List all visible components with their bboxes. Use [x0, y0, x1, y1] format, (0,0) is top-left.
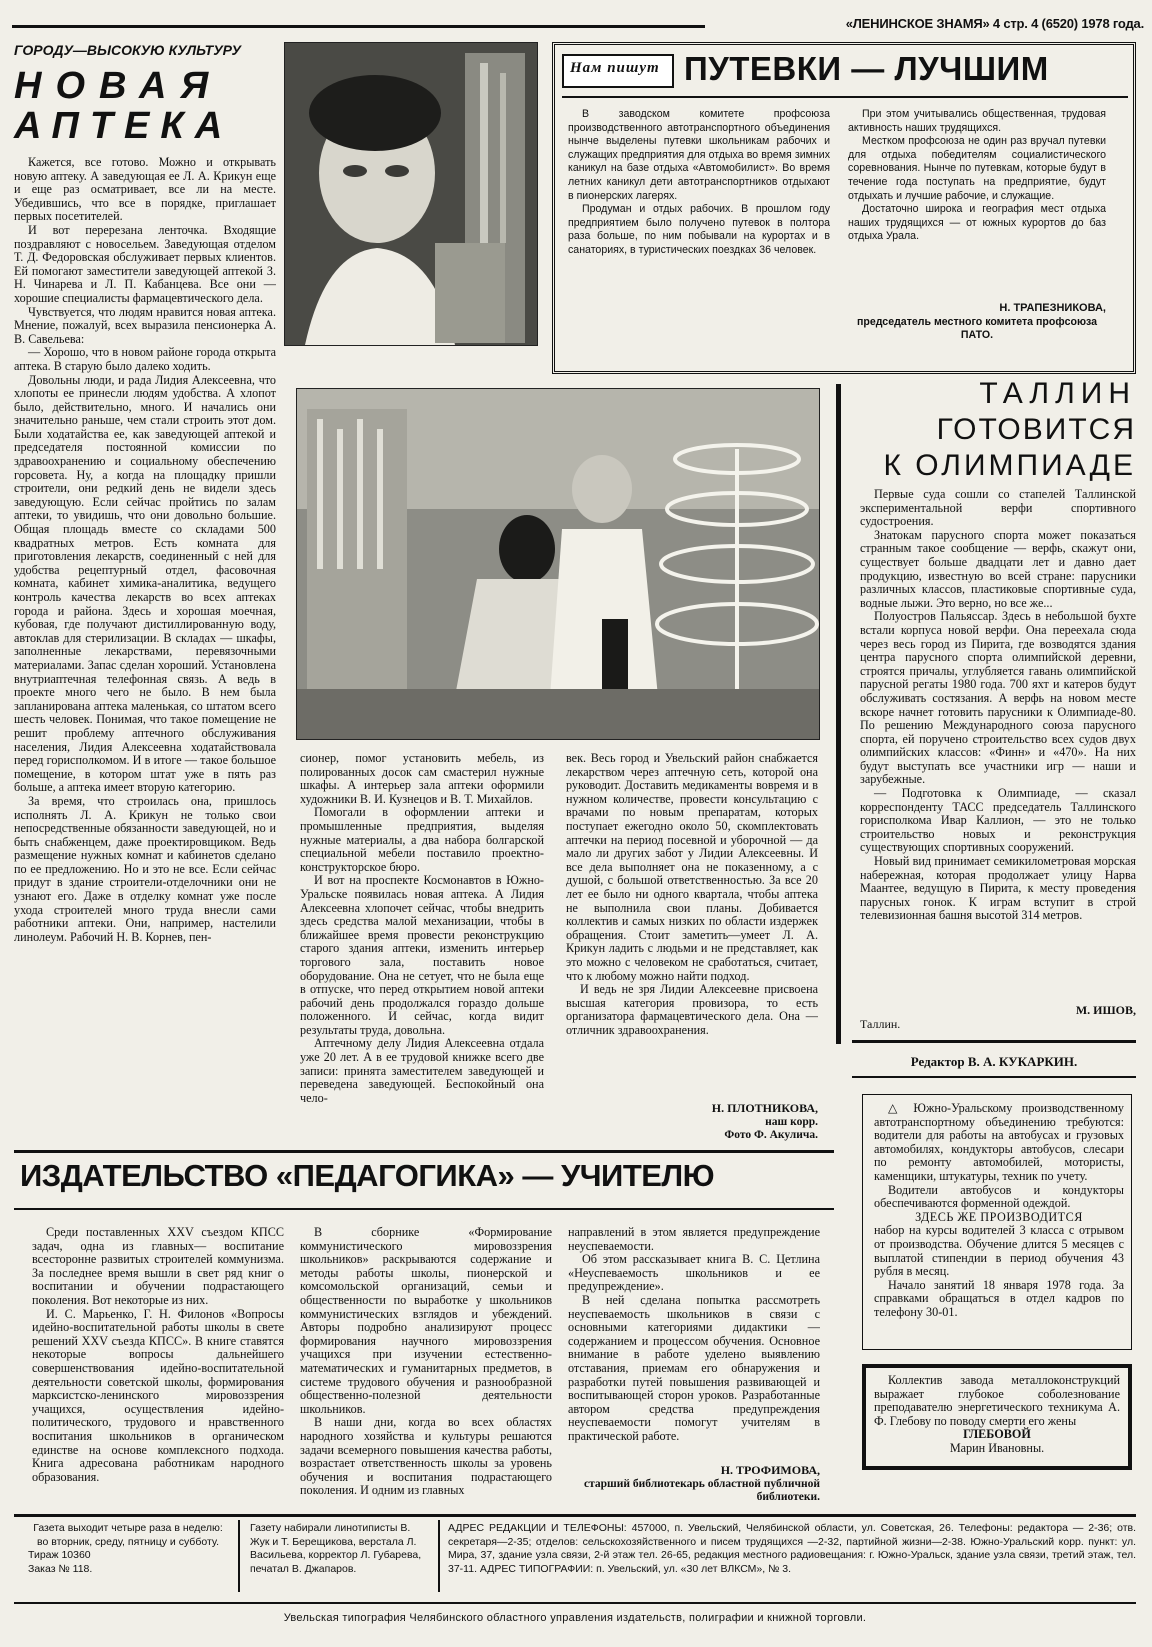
- obituary-name-rest: Марин Ивановны.: [949, 1440, 1045, 1455]
- pharmacy-interior-photo: [296, 388, 820, 740]
- paragraph: В наши дни, когда во всех областях народного хозяйства и культуры решаются задачи всемерного повышения качества работы, возрастает ответственность школы за уровень обучения и воспитания подрастающего поколения. И одним из главных: [300, 1415, 552, 1498]
- apteka-title-line1: НОВАЯ: [14, 65, 223, 107]
- paragraph: И вот перерезана ленточка. Входящие поздравляют с новосельем. Заведующая отделом Т. Д. Федоровская обслуживает первых клиентов. Ей помогают заместители заведующей аптекой З. Н. Чинарева и Л. П. Кабанцева. Все они — хорошие специалисты фармацевтического дела.: [14, 222, 276, 305]
- apteka-column-2: [300, 752, 544, 1136]
- putevki-column-1: [568, 108, 830, 358]
- paragraph: Об этом рассказывает книга В. С. Цетлина «Неуспеваемость школьников и ее предупреждение».: [568, 1252, 820, 1294]
- tallin-bottom-rule: [852, 1040, 1136, 1043]
- putevki-column-2: [848, 108, 1106, 298]
- paragraph: За время, что строилась она, пришлось исполнять Л. А. Крикун не только свои непосредственные обязанности заведующей, но и быть снабженцем, даже проектировщиком. Ведь размещение нужных комнат и кабинетов сделано по ее предложению. Но и это не все. Если сейчас придут в здание строители-отделочники они не узнают его. Даже в отделку комнат уже после ухода строителей много труда внесли сами работники аптеки. Они, например, настелили линолеум. Рабочий Н. В. Корнев, пен-: [14, 793, 276, 944]
- paragraph: набор на курсы водителей 3 класса с отрывом от производства. Обучение длится 5 месяцев с выплатой стипендии в период обучения 43 рубля в месяц.: [874, 1223, 1124, 1279]
- author-name: Н. ПЛОТНИКОВА,: [711, 1101, 818, 1115]
- putevki-title: ПУТЕВКИ — ЛУЧШИМ: [684, 50, 1049, 87]
- order-number: Заказ № 118.: [28, 1562, 93, 1575]
- paragraph: Помогали в оформлении аптеки и промышленные предприятия, выделяя нужные материалы, а два набора болгарской специальной мебели поставило проектно-конструкторское бюро.: [300, 805, 544, 874]
- paragraph: Аптечному делу Лидия Алексеевна отдала уже 20 лет. А в ее трудовой книжке всего две записи: принята заместителем заведующей и переведена заведующей. Беспокойный она чело-: [300, 1036, 544, 1105]
- job-ad-text: [874, 1102, 1124, 1348]
- publication-schedule: Газета выходит четыре раза в неделю: во вторник, среду, пятницу и субботу.: [33, 1522, 223, 1548]
- paragraph: сионер, помог установить мебель, из полированных досок сам смастерил нужные шкафы. А интерьер зала аптеки оформили художники В. И. Кузнецов и В. Т. Михайлов.: [300, 752, 544, 806]
- paragraph: В ней сделана попытка рассмотреть неуспеваемость школьников в связи с основными категориями дидактики — содержанием и процессом обучения. Основное внимание в работе уделено выявлению отставания, приемам его обнаружения и разработки путей повышения развивающей и воспитывающей сторон уроков. Разработанные автором средства предупреждения неуспеваемости помогут учителям в практической работе.: [568, 1292, 820, 1443]
- paragraph: В сборнике «Формирование коммунистического мировоззрения школьников» раскрываются содержание и методы работы школы, пионерской и комсомольской организаций, семьи и общественности по выработке у школьников коммунистических взглядов и убеждений. Авторы подробно анализируют процесс формирования научного мировоззрения учащихся при изучении естественно-математических и гуманитарных предметов, в системе трудового обучения и разнообразной общественно-полезной деятельности школьников.: [300, 1226, 552, 1416]
- author-name: Н. ТРАПЕЗНИКОВА,: [999, 302, 1106, 314]
- tallin-title-line1: ТАЛЛИН: [979, 377, 1136, 410]
- pedagogika-title: ИЗДАТЕЛЬСТВО «ПЕДАГОГИКА» — УЧИТЕЛЮ: [20, 1158, 715, 1193]
- paragraph: — Хорошо, что в новом районе города открыта аптека. В старую было далеко ходить.: [14, 345, 276, 373]
- footer-divider-1: [238, 1520, 240, 1592]
- paragraph: Начало занятий 18 января 1978 года. За справками обращаться в отдел кадров по телефону 30-01.: [874, 1277, 1124, 1319]
- paragraph: Довольны люди, и рада Лидия Алексеевна, что хлопоты ее принесли людям удобства. А хлопот было, действительно, много. И начались они значительно раньше, чем стали строить этот дом. Были ходатайства ее, как заведующей аптекой и председателя постоянной комиссии по здравоохранению и социальному обеспечению горсовета. Ну, а когда на площадку пришли строители, они редкий день не видели здесь заведующую. Если сейчас пройтись по залам аптеки, то увидишь, что они довольно большие. Общая площадь вместе со складами 500 квадратных метров. Есть комната для приготовления лекарств, соединенный с ней для удобства рецептурный отдел, фасовочная комната, кабинет химика-аналитика, ведущего контроль качества лекарств во всех аптеках города и района. Здесь и хорошая моечная, кубовая, где получают дистиллированную воду, автоклав для стерилизации. В складах — шкафы, заполненные лекарствами, перевязочными материалами. Запас сделан хороший. Установлена внутриаптечная телефонная связь. А ведь в проекте много чего не было. В нем была запланирована аптека маленькая, со штатом всего шесть человек. Понимая, что такое помещение не решит проблему аптечного обслуживания населения, Лидия Алексеевна ходатайствовала перед горисполкомом. И в итоге — такое большое помещение, в котором штат уже в пять раз больше, а аптека имеет вторую категорию.: [14, 372, 276, 795]
- putevki-header: [562, 48, 1128, 96]
- paragraph: Чувствуется, что людям нравится новая аптека. Мнение, пожалуй, всех выразила пенсионерка А. В. Савельева:: [14, 304, 276, 346]
- tallin-title-line3: К ОЛИМПИАДЕ: [883, 449, 1136, 482]
- dateline: Таллин.: [860, 1016, 901, 1031]
- footer-divider-2: [438, 1520, 440, 1592]
- obituary-name-caps: ГЛЕБОВОЙ: [963, 1427, 1031, 1442]
- paragraph: направлений в этом является предупреждение неуспеваемости.: [568, 1226, 820, 1253]
- paragraph: Среди поставленных XXV съездом КПСС задач, одна из главных— воспитание всесторонне развитых строителей коммунизма. За последнее время вышли в свет ряд книг о воспитании и обучении подрастающего поколения. Вот некоторые из них.: [32, 1226, 284, 1307]
- paragraph: Достаточно широка и география мест отдыха наших трудящихся — от южных курортов до баз отдыха Урала.: [848, 203, 1106, 243]
- footer-bottom-rule: [14, 1602, 1136, 1604]
- author-name: Н. ТРОФИМОВА,: [720, 1463, 820, 1477]
- paragraph: Продуман и отдых рабочих. В прошлом году предприятием было получено путевок в полтора раза больше, по ним побывали на курортах и в санаториях, в туристических поездках 36 человек.: [568, 203, 830, 256]
- putevki-header-rule: [562, 96, 1128, 98]
- circulation: Тираж 10360: [28, 1549, 91, 1561]
- tallin-signature: [860, 1004, 1136, 1031]
- editor-label: Редактор: [910, 1054, 965, 1069]
- paragraph: Местком профсоюза не один раз вручал путевки для отдыха победителям социалистического соревнования. Нынче по путевкам, которые будут в течение года поступать на предприятие, будут отдыхать и лучшие рабочие, и служащие.: [848, 135, 1106, 202]
- pedagogika-signature: [568, 1464, 820, 1505]
- paragraph: △ Южно-Уральскому производственному автотранспортному объединению требуются: водители для работы на автобусах и грузовых автомобилях, кондукторы автобусов, слесари по ремонту автомобилей, мотористы, каменщики, штукатуры, техник по учету.: [874, 1102, 1124, 1183]
- tallin-left-rule: [836, 384, 841, 1044]
- apteka-signature: [566, 1102, 818, 1143]
- paragraph: Водители автобусов и кондукторы обеспечиваются форменной одеждой.: [874, 1182, 1124, 1211]
- tallin-body: [860, 488, 1136, 1004]
- masthead-info: «ЛЕНИНСКОЕ ЗНАМЯ» 4 стр. 4 (6520) 1978 года.: [845, 16, 1144, 31]
- paragraph: — Подготовка к Олимпиаде, — сказал корреспонденту ТАСС председатель Таллинского горисполкома Ивар Каллион, — это не только строительство новых и реконструкция существующих спортивных сооружений.: [860, 786, 1136, 855]
- editor-name: В. А. КУКАРКИН.: [967, 1054, 1078, 1069]
- footer-top-rule: [14, 1514, 1136, 1517]
- paragraph: век. Весь город и Увельский район снабжается лекарством через аптечную сеть, которой она руководит. Доставить медикаменты вовремя и в нужном количестве, провести консультацию с врачами по новым препаратам, которых поступает ежегодно около 50, скомплектовать аптечки на период посевной и уборочной — да мало ли других забот у Лидии Алексеевны. И все дела выполняет она не показенному, а с душой, с большой ответственностью. За все 20 лет ее было ни одного квартала, чтобы аптека не выполнила свои планы. Добивается коллектив и самых низких по области издержек обращения. Стоит заметить—умеет Л. А. Крикун ладить с людьми и не представляет, как это можно с человеком не сработаться, считает, что к любому можно найти подход.: [566, 752, 818, 983]
- printing-house-line: Увельская типография Челябинского областного управления издательств, полиграфии и книжной торговли.: [283, 1612, 867, 1624]
- pedagogika-column-2: [300, 1226, 552, 1510]
- paragraph: И вот на проспекте Космонавтов в Южно-Уральске появилась новая аптека. А Лидия Алексеевна хлопочет сейчас, чтобы внедрить здесь средства малой механизации, чтобы в ближайшее время провести реконструкцию старого здания аптеки, изменить интерьер торгового зала, поставить новое оборудование. Она не сетует, что не была еще в отпуске, что перед открытием новой аптеки рабочий день продолжался гораздо дольше положенного. И сейчас, когда видит результаты труда, довольна.: [300, 873, 544, 1037]
- address-title: АДРЕС РЕДАКЦИИ И ТЕЛЕФОНЫ:: [448, 1522, 627, 1534]
- print-title: АДРЕС ТИПОГРАФИИ:: [479, 1562, 594, 1575]
- paragraph: И. С. Марьенко, Г. Н. Филонов «Вопросы идейно-воспитательной работы школы в свете решений XXV съезда КПСС». В книге ставятся некоторые вопросы дальнейшего совершенствования идейно-воспитательной деятельности советской школы, формирования марксистско-ленинского мировоззрения учащихся, осуществления идейно-политического, трудового и нравственного воспитания школьников в органическом единстве на основе комплексного подхода. Книга адресована работникам народного образования.: [32, 1306, 284, 1484]
- author-title: старший библиотекарь областной публичной библиотеки.: [584, 1477, 820, 1504]
- paragraph: При этом учитывались общественная, трудовая активность наших трудящихся.: [848, 108, 1106, 134]
- paragraph: Первые суда сошли со стапелей Таллинской экспериментальной верфи спортивного судостроения.: [860, 488, 1136, 529]
- pedagogika-top-rule: [14, 1150, 834, 1153]
- apteka-title-line2: АПТЕКА: [14, 105, 234, 147]
- author-title: наш корр.: [765, 1115, 818, 1128]
- footer-address: [448, 1522, 1136, 1576]
- obituary-text-block: [874, 1374, 1120, 1466]
- paragraph: Полуостров Пальяссар. Здесь в небольшой бухте встали корпуса новой верфи. Она переехала сюда через весь город из Пирита, где возводятся здания центра парусного спорта олимпийской деревни, строятся причалы, углубляется гавань олимпийской парусной регаты 1980 года. 700 яхт и катеров будут обслуживать состязания. А верфь на новом месте вскоре начнет готовить парусники к Олимпиаде-80. По решению Международного союза парусного спорта, ей поручено строительство всех судов двух олимпийских классов: «Финн» и «470». На них будут выступать все участники игр — наши и зарубежные.: [860, 609, 1136, 787]
- ad-highlight: ЗДЕСЬ ЖЕ ПРОИЗВОДИТСЯ: [915, 1209, 1083, 1224]
- putevki-signature: [848, 302, 1106, 343]
- obituary-text: Коллектив завода металлоконструкций выражает глубокое соболезнование преподавателю энергетического техникума А. Ф. Глебову по поводу смерти его жены: [874, 1374, 1120, 1428]
- author-title: председатель местного комитета профсоюза ПАТО.: [856, 315, 1098, 342]
- pedagogika-column-1: [32, 1226, 284, 1510]
- pharmacist-portrait-photo: [284, 42, 538, 346]
- apteka-column-3: [566, 752, 818, 1084]
- pedagogika-column-3: [568, 1226, 820, 1460]
- address-text: 457000, п. Увельский, Челябинской области, ул. Советская, 26. Телефоны: редактора — 2-36; отв. секретаря—2-35; отделов: сельскохозяйственного и писем трудящихся —2-32, партийной жизни—2-38. Южно-Уральский корр. пункт: ул. Мира, 37, здание узла связи, 2-й этаж тел. 26-65, редакция местного радиовещания: г. Южно-Уральск, здание узла связи, третий этаж, тел. 37-11.: [448, 1522, 1136, 1575]
- tallin-title-line2: ГОТОВИТСЯ: [936, 413, 1136, 446]
- footer-typesetters: Газету набирали линотиписты В. Жук и Т. Берещикова, верстала Л. Васильева, корректор Л. Губарева, печатал В. Джапаров.: [250, 1522, 422, 1575]
- author-name: М. ИШОВ,: [1075, 1003, 1136, 1017]
- apteka-column-1: [14, 156, 276, 1136]
- print-text: п. Увельский, ул. «30 лет ВЛКСМ», № 3.: [596, 1562, 792, 1575]
- photo-credit: Фото Ф. Акулича.: [724, 1129, 818, 1142]
- putevki-kicker: Нам пишут: [570, 60, 660, 76]
- paragraph: Кажется, все готово. Можно и открывать новую аптеку. А заведующая ее Л. А. Крикун еще и еще раз осматривает, все ли на месте. Убедившись, что все в порядке, приглашает первых посетителей.: [14, 156, 276, 224]
- pedagogika-title-rule: [14, 1208, 834, 1210]
- apteka-kicker: ГОРОДУ—ВЫСОКУЮ КУЛЬТУРУ: [14, 42, 241, 58]
- editor-bottom-rule: [852, 1076, 1136, 1078]
- paragraph: И ведь не зря Лидии Алексеевне присвоена высшая категория провизора, то есть организатора фармацевтического дела. Она — отличник здравоохранения.: [566, 982, 818, 1037]
- paragraph: Новый вид принимает семикилометровая морская набережная, которая продолжает улицу Нарва Маантее, ведущую в Пирита, к месту проведения парусных гонок. К играм вступит в строй телевизионная башня высотой 314 метров.: [860, 854, 1136, 923]
- paragraph: В заводском комитете профсоюза производственного автотранспортного объединения нынче выделены путевки школьникам рабочих и служащих предприятия для отдыха во время зимних каникул на базе отдыха «Автомобилист». Во время летних каникул дети автотранспортников отдыхают в пионерских лагерях.: [568, 108, 830, 202]
- footer-schedule-block: [28, 1522, 228, 1576]
- top-rule: [12, 25, 705, 28]
- editor-line: [852, 1054, 1136, 1070]
- paragraph: Знатокам парусного спорта может показаться странным такое сообщение — верфь, скажут они, существует больше двадцати лет и давно дает продукцию, известную во всей стране: парусники различных классов, пластиковые спортивные суда, водные лыжи. Это верно, но все же...: [860, 527, 1136, 610]
